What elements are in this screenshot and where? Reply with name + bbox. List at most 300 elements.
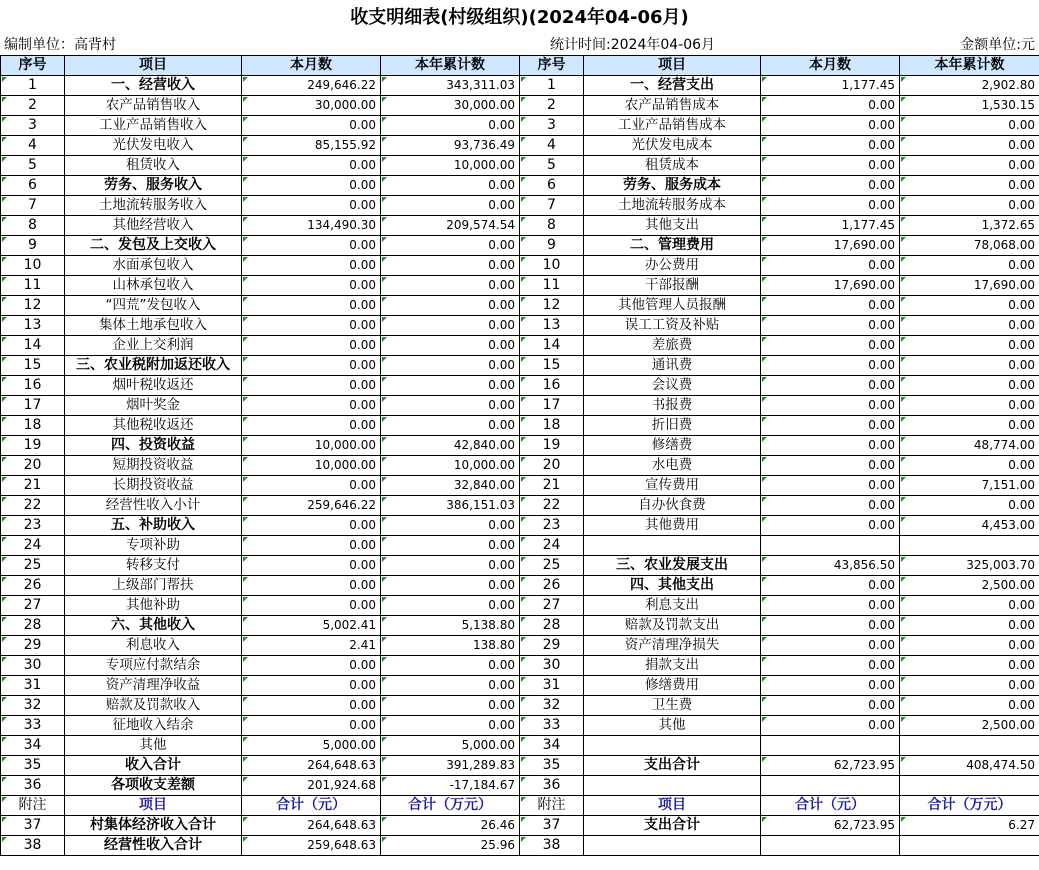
right-seq-cell[interactable]: 11	[520, 276, 584, 296]
right-ytd-cell[interactable]: 4,453.00	[900, 516, 1039, 536]
right-item-cell[interactable]: 通讯费	[584, 356, 761, 376]
right-seq-cell[interactable]: 15	[520, 356, 584, 376]
right-item-cell[interactable]: 三、农业发展支出	[584, 556, 761, 576]
right-item-cell[interactable]: 自办伙食费	[584, 496, 761, 516]
right-ytd-cell[interactable]: 0.00	[900, 316, 1039, 336]
right-seq-cell[interactable]: 8	[520, 216, 584, 236]
left-month-cell[interactable]: 30,000.00	[242, 96, 381, 116]
summary-left-yuan-cell[interactable]: 259,648.63	[242, 836, 381, 856]
right-seq-cell[interactable]: 35	[520, 756, 584, 776]
left-item-cell[interactable]: 上级部门帮扶	[65, 576, 242, 596]
left-item-cell[interactable]: “四荒”发包收入	[65, 296, 242, 316]
right-ytd-cell[interactable]: 0.00	[900, 696, 1039, 716]
left-seq-cell[interactable]: 17	[1, 396, 65, 416]
left-month-cell[interactable]: 134,490.30	[242, 216, 381, 236]
left-seq-cell[interactable]: 7	[1, 196, 65, 216]
left-month-cell[interactable]: 0.00	[242, 516, 381, 536]
left-month-cell[interactable]: 0.00	[242, 476, 381, 496]
notes-header-cell-left-ytd[interactable]: 合计（万元）	[381, 796, 520, 816]
left-item-cell[interactable]: 水面承包收入	[65, 256, 242, 276]
left-month-cell[interactable]: 0.00	[242, 276, 381, 296]
right-item-cell[interactable]: 工业产品销售成本	[584, 116, 761, 136]
left-ytd-cell[interactable]: 343,311.03	[381, 76, 520, 96]
left-item-cell[interactable]: 征地收入结余	[65, 716, 242, 736]
left-ytd-cell[interactable]: 0.00	[381, 396, 520, 416]
summary-right-seq-cell[interactable]: 38	[520, 836, 584, 856]
left-seq-cell[interactable]: 34	[1, 736, 65, 756]
left-ytd-cell[interactable]: 391,289.83	[381, 756, 520, 776]
left-ytd-cell[interactable]: 10,000.00	[381, 456, 520, 476]
right-ytd-cell[interactable]: 7,151.00	[900, 476, 1039, 496]
right-ytd-cell[interactable]	[900, 776, 1039, 796]
left-month-cell[interactable]: 0.00	[242, 296, 381, 316]
right-item-cell[interactable]: 四、其他支出	[584, 576, 761, 596]
summary-right-seq-cell[interactable]: 37	[520, 816, 584, 836]
right-month-cell[interactable]: 17,690.00	[761, 276, 900, 296]
left-seq-cell[interactable]: 9	[1, 236, 65, 256]
left-seq-cell[interactable]: 23	[1, 516, 65, 536]
right-item-cell[interactable]: 支出合计	[584, 756, 761, 776]
summary-left-item-cell[interactable]: 村集体经济收入合计	[65, 816, 242, 836]
right-ytd-cell[interactable]: 1,372.65	[900, 216, 1039, 236]
right-ytd-cell[interactable]: 0.00	[900, 196, 1039, 216]
left-month-cell[interactable]: 0.00	[242, 696, 381, 716]
right-seq-cell[interactable]: 13	[520, 316, 584, 336]
left-seq-cell[interactable]: 18	[1, 416, 65, 436]
left-ytd-cell[interactable]: 0.00	[381, 236, 520, 256]
left-seq-cell[interactable]: 33	[1, 716, 65, 736]
left-ytd-cell[interactable]: 5,138.80	[381, 616, 520, 636]
left-seq-cell[interactable]: 29	[1, 636, 65, 656]
right-ytd-cell[interactable]: 0.00	[900, 116, 1039, 136]
right-item-cell[interactable]: 光伏发电成本	[584, 136, 761, 156]
right-item-cell[interactable]: 二、管理费用	[584, 236, 761, 256]
right-ytd-cell[interactable]: 2,902.80	[900, 76, 1039, 96]
right-seq-cell[interactable]: 17	[520, 396, 584, 416]
left-item-cell[interactable]: 资产清理净收益	[65, 676, 242, 696]
right-month-cell[interactable]: 0.00	[761, 436, 900, 456]
right-month-cell[interactable]: 0.00	[761, 196, 900, 216]
left-seq-cell[interactable]: 4	[1, 136, 65, 156]
summary-right-yuan-cell[interactable]	[761, 836, 900, 856]
right-ytd-cell[interactable]: 0.00	[900, 296, 1039, 316]
right-seq-cell[interactable]: 25	[520, 556, 584, 576]
left-item-cell[interactable]: 工业产品销售收入	[65, 116, 242, 136]
left-ytd-cell[interactable]: 32,840.00	[381, 476, 520, 496]
left-ytd-cell[interactable]: -17,184.67	[381, 776, 520, 796]
right-ytd-cell[interactable]: 0.00	[900, 676, 1039, 696]
right-item-cell[interactable]	[584, 736, 761, 756]
left-ytd-cell[interactable]: 93,736.49	[381, 136, 520, 156]
left-item-cell[interactable]: 其他	[65, 736, 242, 756]
left-ytd-cell[interactable]: 209,574.54	[381, 216, 520, 236]
right-seq-cell[interactable]: 23	[520, 516, 584, 536]
left-item-cell[interactable]: 专项补助	[65, 536, 242, 556]
left-seq-cell[interactable]: 20	[1, 456, 65, 476]
left-month-cell[interactable]: 201,924.68	[242, 776, 381, 796]
right-month-cell[interactable]	[761, 536, 900, 556]
left-ytd-cell[interactable]: 10,000.00	[381, 156, 520, 176]
left-seq-cell[interactable]: 13	[1, 316, 65, 336]
right-month-cell[interactable]: 1,177.45	[761, 76, 900, 96]
right-ytd-cell[interactable]: 0.00	[900, 416, 1039, 436]
summary-right-yuan-cell[interactable]: 62,723.95	[761, 816, 900, 836]
right-month-cell[interactable]: 0.00	[761, 336, 900, 356]
left-ytd-cell[interactable]: 138.80	[381, 636, 520, 656]
right-seq-cell[interactable]: 20	[520, 456, 584, 476]
left-seq-cell[interactable]: 5	[1, 156, 65, 176]
right-seq-cell[interactable]: 33	[520, 716, 584, 736]
right-ytd-cell[interactable]: 1,530.15	[900, 96, 1039, 116]
left-item-cell[interactable]: 其他经营收入	[65, 216, 242, 236]
right-month-cell[interactable]: 62,723.95	[761, 756, 900, 776]
summary-right-item-cell[interactable]	[584, 836, 761, 856]
right-seq-cell[interactable]: 12	[520, 296, 584, 316]
left-month-cell[interactable]: 0.00	[242, 596, 381, 616]
left-item-cell[interactable]: 五、补助收入	[65, 516, 242, 536]
left-ytd-cell[interactable]: 5,000.00	[381, 736, 520, 756]
left-seq-cell[interactable]: 21	[1, 476, 65, 496]
left-seq-cell[interactable]: 2	[1, 96, 65, 116]
header-cell-right-seq[interactable]: 序号	[520, 56, 584, 76]
right-month-cell[interactable]	[761, 776, 900, 796]
left-seq-cell[interactable]: 27	[1, 596, 65, 616]
right-seq-cell[interactable]: 36	[520, 776, 584, 796]
right-item-cell[interactable]: 修缮费	[584, 436, 761, 456]
left-item-cell[interactable]: 劳务、服务收入	[65, 176, 242, 196]
right-item-cell[interactable]: 赔款及罚款支出	[584, 616, 761, 636]
header-cell-right-ytd[interactable]: 本年累计数	[900, 56, 1039, 76]
left-item-cell[interactable]: 四、投资收益	[65, 436, 242, 456]
right-ytd-cell[interactable]: 325,003.70	[900, 556, 1039, 576]
right-seq-cell[interactable]: 31	[520, 676, 584, 696]
left-month-cell[interactable]: 10,000.00	[242, 436, 381, 456]
right-ytd-cell[interactable]	[900, 736, 1039, 756]
notes-header-cell-right-month[interactable]: 合计（元）	[761, 796, 900, 816]
left-month-cell[interactable]: 2.41	[242, 636, 381, 656]
right-seq-cell[interactable]: 24	[520, 536, 584, 556]
left-seq-cell[interactable]: 36	[1, 776, 65, 796]
right-month-cell[interactable]: 0.00	[761, 96, 900, 116]
right-seq-cell[interactable]: 29	[520, 636, 584, 656]
left-seq-cell[interactable]: 16	[1, 376, 65, 396]
right-seq-cell[interactable]: 28	[520, 616, 584, 636]
right-month-cell[interactable]: 0.00	[761, 696, 900, 716]
left-ytd-cell[interactable]: 0.00	[381, 276, 520, 296]
right-month-cell[interactable]: 0.00	[761, 376, 900, 396]
right-ytd-cell[interactable]: 0.00	[900, 496, 1039, 516]
right-ytd-cell[interactable]: 2,500.00	[900, 576, 1039, 596]
summary-left-seq-cell[interactable]: 38	[1, 836, 65, 856]
left-month-cell[interactable]: 0.00	[242, 196, 381, 216]
left-ytd-cell[interactable]: 30,000.00	[381, 96, 520, 116]
left-ytd-cell[interactable]: 42,840.00	[381, 436, 520, 456]
left-month-cell[interactable]: 0.00	[242, 536, 381, 556]
left-seq-cell[interactable]: 22	[1, 496, 65, 516]
right-item-cell[interactable]: 土地流转服务成本	[584, 196, 761, 216]
notes-header-cell-right-seq[interactable]: 附注	[520, 796, 584, 816]
left-item-cell[interactable]: 赔款及罚款收入	[65, 696, 242, 716]
right-ytd-cell[interactable]: 48,774.00	[900, 436, 1039, 456]
left-ytd-cell[interactable]: 0.00	[381, 316, 520, 336]
summary-left-yuan-cell[interactable]: 264,648.63	[242, 816, 381, 836]
left-ytd-cell[interactable]: 0.00	[381, 516, 520, 536]
right-item-cell[interactable]: 一、经营支出	[584, 76, 761, 96]
right-month-cell[interactable]: 0.00	[761, 496, 900, 516]
right-item-cell[interactable]: 差旅费	[584, 336, 761, 356]
left-month-cell[interactable]: 0.00	[242, 336, 381, 356]
right-month-cell[interactable]: 0.00	[761, 356, 900, 376]
right-seq-cell[interactable]: 18	[520, 416, 584, 436]
left-month-cell[interactable]: 0.00	[242, 236, 381, 256]
left-item-cell[interactable]: 六、其他收入	[65, 616, 242, 636]
left-seq-cell[interactable]: 1	[1, 76, 65, 96]
left-month-cell[interactable]: 0.00	[242, 576, 381, 596]
left-seq-cell[interactable]: 19	[1, 436, 65, 456]
right-ytd-cell[interactable]: 0.00	[900, 596, 1039, 616]
left-ytd-cell[interactable]: 0.00	[381, 356, 520, 376]
left-item-cell[interactable]: 租赁收入	[65, 156, 242, 176]
right-seq-cell[interactable]: 21	[520, 476, 584, 496]
left-item-cell[interactable]: 土地流转服务收入	[65, 196, 242, 216]
left-seq-cell[interactable]: 28	[1, 616, 65, 636]
left-ytd-cell[interactable]: 0.00	[381, 576, 520, 596]
right-seq-cell[interactable]: 1	[520, 76, 584, 96]
left-item-cell[interactable]: 烟叶税收返还	[65, 376, 242, 396]
notes-header-cell-left-item[interactable]: 项目	[65, 796, 242, 816]
right-seq-cell[interactable]: 34	[520, 736, 584, 756]
right-item-cell[interactable]: 其他支出	[584, 216, 761, 236]
right-ytd-cell[interactable]: 0.00	[900, 376, 1039, 396]
left-month-cell[interactable]: 0.00	[242, 356, 381, 376]
right-ytd-cell[interactable]: 0.00	[900, 356, 1039, 376]
left-seq-cell[interactable]: 6	[1, 176, 65, 196]
right-ytd-cell[interactable]: 78,068.00	[900, 236, 1039, 256]
left-item-cell[interactable]: 三、农业税附加返还收入	[65, 356, 242, 376]
left-month-cell[interactable]: 0.00	[242, 656, 381, 676]
right-month-cell[interactable]: 0.00	[761, 176, 900, 196]
left-month-cell[interactable]: 0.00	[242, 316, 381, 336]
right-month-cell[interactable]: 0.00	[761, 716, 900, 736]
right-item-cell[interactable]: 捐款支出	[584, 656, 761, 676]
right-ytd-cell[interactable]: 0.00	[900, 656, 1039, 676]
notes-header-cell-right-ytd[interactable]: 合计（万元）	[900, 796, 1039, 816]
summary-left-wanyuan-cell[interactable]: 25.96	[381, 836, 520, 856]
header-cell-left-month[interactable]: 本月数	[242, 56, 381, 76]
right-month-cell[interactable]: 43,856.50	[761, 556, 900, 576]
right-ytd-cell[interactable]: 0.00	[900, 396, 1039, 416]
left-item-cell[interactable]: 二、发包及上交收入	[65, 236, 242, 256]
left-item-cell[interactable]: 企业上交利润	[65, 336, 242, 356]
left-item-cell[interactable]: 集体土地承包收入	[65, 316, 242, 336]
right-month-cell[interactable]	[761, 736, 900, 756]
left-month-cell[interactable]: 0.00	[242, 176, 381, 196]
left-seq-cell[interactable]: 3	[1, 116, 65, 136]
right-seq-cell[interactable]: 10	[520, 256, 584, 276]
left-month-cell[interactable]: 249,646.22	[242, 76, 381, 96]
notes-header-cell-right-item[interactable]: 项目	[584, 796, 761, 816]
right-item-cell[interactable]: 其他	[584, 716, 761, 736]
right-item-cell[interactable]: 资产清理净损失	[584, 636, 761, 656]
summary-left-seq-cell[interactable]: 37	[1, 816, 65, 836]
left-seq-cell[interactable]: 8	[1, 216, 65, 236]
right-month-cell[interactable]: 0.00	[761, 296, 900, 316]
left-seq-cell[interactable]: 25	[1, 556, 65, 576]
left-seq-cell[interactable]: 24	[1, 536, 65, 556]
right-item-cell[interactable]	[584, 776, 761, 796]
left-item-cell[interactable]: 其他税收返还	[65, 416, 242, 436]
left-ytd-cell[interactable]: 0.00	[381, 336, 520, 356]
left-seq-cell[interactable]: 10	[1, 256, 65, 276]
left-item-cell[interactable]: 专项应付款结余	[65, 656, 242, 676]
left-month-cell[interactable]: 0.00	[242, 556, 381, 576]
right-ytd-cell[interactable]	[900, 536, 1039, 556]
left-month-cell[interactable]: 0.00	[242, 396, 381, 416]
right-month-cell[interactable]: 0.00	[761, 576, 900, 596]
left-month-cell[interactable]: 85,155.92	[242, 136, 381, 156]
right-item-cell[interactable]: 修缮费用	[584, 676, 761, 696]
right-seq-cell[interactable]: 19	[520, 436, 584, 456]
notes-header-cell-left-month[interactable]: 合计（元）	[242, 796, 381, 816]
right-month-cell[interactable]: 0.00	[761, 256, 900, 276]
right-item-cell[interactable]: 劳务、服务成本	[584, 176, 761, 196]
left-item-cell[interactable]: 转移支付	[65, 556, 242, 576]
left-ytd-cell[interactable]: 0.00	[381, 536, 520, 556]
header-cell-left-ytd[interactable]: 本年累计数	[381, 56, 520, 76]
left-seq-cell[interactable]: 26	[1, 576, 65, 596]
right-item-cell[interactable]: 其他费用	[584, 516, 761, 536]
left-month-cell[interactable]: 259,646.22	[242, 496, 381, 516]
left-seq-cell[interactable]: 31	[1, 676, 65, 696]
right-seq-cell[interactable]: 14	[520, 336, 584, 356]
left-ytd-cell[interactable]: 0.00	[381, 176, 520, 196]
right-ytd-cell[interactable]: 0.00	[900, 636, 1039, 656]
right-item-cell[interactable]: 利息支出	[584, 596, 761, 616]
right-seq-cell[interactable]: 6	[520, 176, 584, 196]
left-item-cell[interactable]: 各项收支差额	[65, 776, 242, 796]
summary-left-item-cell[interactable]: 经营性收入合计	[65, 836, 242, 856]
left-item-cell[interactable]: 长期投资收益	[65, 476, 242, 496]
right-month-cell[interactable]: 0.00	[761, 516, 900, 536]
right-month-cell[interactable]: 0.00	[761, 396, 900, 416]
left-seq-cell[interactable]: 30	[1, 656, 65, 676]
left-ytd-cell[interactable]: 0.00	[381, 596, 520, 616]
left-ytd-cell[interactable]: 0.00	[381, 116, 520, 136]
right-ytd-cell[interactable]: 0.00	[900, 156, 1039, 176]
right-ytd-cell[interactable]: 0.00	[900, 336, 1039, 356]
right-month-cell[interactable]: 0.00	[761, 116, 900, 136]
right-seq-cell[interactable]: 30	[520, 656, 584, 676]
summary-left-wanyuan-cell[interactable]: 26.46	[381, 816, 520, 836]
right-month-cell[interactable]: 0.00	[761, 416, 900, 436]
left-ytd-cell[interactable]: 0.00	[381, 196, 520, 216]
left-month-cell[interactable]: 0.00	[242, 716, 381, 736]
right-month-cell[interactable]: 0.00	[761, 656, 900, 676]
left-month-cell[interactable]: 0.00	[242, 376, 381, 396]
left-ytd-cell[interactable]: 0.00	[381, 556, 520, 576]
right-month-cell[interactable]: 0.00	[761, 676, 900, 696]
summary-right-wanyuan-cell[interactable]	[900, 836, 1039, 856]
right-item-cell[interactable]: 干部报酬	[584, 276, 761, 296]
header-cell-right-item[interactable]: 项目	[584, 56, 761, 76]
right-seq-cell[interactable]: 5	[520, 156, 584, 176]
right-ytd-cell[interactable]: 0.00	[900, 616, 1039, 636]
right-seq-cell[interactable]: 4	[520, 136, 584, 156]
right-item-cell[interactable]: 书报费	[584, 396, 761, 416]
right-item-cell[interactable]: 租赁成本	[584, 156, 761, 176]
left-ytd-cell[interactable]: 386,151.03	[381, 496, 520, 516]
right-ytd-cell[interactable]: 2,500.00	[900, 716, 1039, 736]
right-month-cell[interactable]: 0.00	[761, 596, 900, 616]
right-ytd-cell[interactable]: 408,474.50	[900, 756, 1039, 776]
left-seq-cell[interactable]: 15	[1, 356, 65, 376]
summary-right-wanyuan-cell[interactable]: 6.27	[900, 816, 1039, 836]
right-month-cell[interactable]: 1,177.45	[761, 216, 900, 236]
left-seq-cell[interactable]: 11	[1, 276, 65, 296]
right-month-cell[interactable]: 0.00	[761, 476, 900, 496]
right-seq-cell[interactable]: 9	[520, 236, 584, 256]
right-month-cell[interactable]: 0.00	[761, 156, 900, 176]
left-item-cell[interactable]: 农产品销售收入	[65, 96, 242, 116]
right-month-cell[interactable]: 17,690.00	[761, 236, 900, 256]
right-month-cell[interactable]: 0.00	[761, 636, 900, 656]
right-item-cell[interactable]: 其他管理人员报酬	[584, 296, 761, 316]
right-ytd-cell[interactable]: 17,690.00	[900, 276, 1039, 296]
left-month-cell[interactable]: 5,000.00	[242, 736, 381, 756]
header-cell-right-month[interactable]: 本月数	[761, 56, 900, 76]
right-ytd-cell[interactable]: 0.00	[900, 136, 1039, 156]
left-ytd-cell[interactable]: 0.00	[381, 656, 520, 676]
left-ytd-cell[interactable]: 0.00	[381, 716, 520, 736]
summary-right-item-cell[interactable]: 支出合计	[584, 816, 761, 836]
right-month-cell[interactable]: 0.00	[761, 456, 900, 476]
left-month-cell[interactable]: 0.00	[242, 116, 381, 136]
right-item-cell[interactable]: 农产品销售成本	[584, 96, 761, 116]
header-cell-left-item[interactable]: 项目	[65, 56, 242, 76]
left-seq-cell[interactable]: 14	[1, 336, 65, 356]
right-month-cell[interactable]: 0.00	[761, 136, 900, 156]
left-item-cell[interactable]: 收入合计	[65, 756, 242, 776]
header-cell-left-seq[interactable]: 序号	[1, 56, 65, 76]
left-ytd-cell[interactable]: 0.00	[381, 376, 520, 396]
left-seq-cell[interactable]: 35	[1, 756, 65, 776]
left-month-cell[interactable]: 0.00	[242, 676, 381, 696]
right-item-cell[interactable]: 误工工资及补贴	[584, 316, 761, 336]
right-item-cell[interactable]: 会议费	[584, 376, 761, 396]
left-item-cell[interactable]: 烟叶奖金	[65, 396, 242, 416]
right-seq-cell[interactable]: 2	[520, 96, 584, 116]
right-seq-cell[interactable]: 7	[520, 196, 584, 216]
right-seq-cell[interactable]: 26	[520, 576, 584, 596]
right-item-cell[interactable]: 折旧费	[584, 416, 761, 436]
right-ytd-cell[interactable]: 0.00	[900, 176, 1039, 196]
left-ytd-cell[interactable]: 0.00	[381, 256, 520, 276]
left-seq-cell[interactable]: 32	[1, 696, 65, 716]
right-ytd-cell[interactable]: 0.00	[900, 456, 1039, 476]
left-item-cell[interactable]: 山林承包收入	[65, 276, 242, 296]
left-ytd-cell[interactable]: 0.00	[381, 696, 520, 716]
left-item-cell[interactable]: 短期投资收益	[65, 456, 242, 476]
right-seq-cell[interactable]: 16	[520, 376, 584, 396]
right-month-cell[interactable]: 0.00	[761, 616, 900, 636]
right-seq-cell[interactable]: 27	[520, 596, 584, 616]
right-seq-cell[interactable]: 3	[520, 116, 584, 136]
left-item-cell[interactable]: 光伏发电收入	[65, 136, 242, 156]
right-ytd-cell[interactable]: 0.00	[900, 256, 1039, 276]
left-month-cell[interactable]: 0.00	[242, 416, 381, 436]
left-ytd-cell[interactable]: 0.00	[381, 676, 520, 696]
left-item-cell[interactable]: 一、经营收入	[65, 76, 242, 96]
